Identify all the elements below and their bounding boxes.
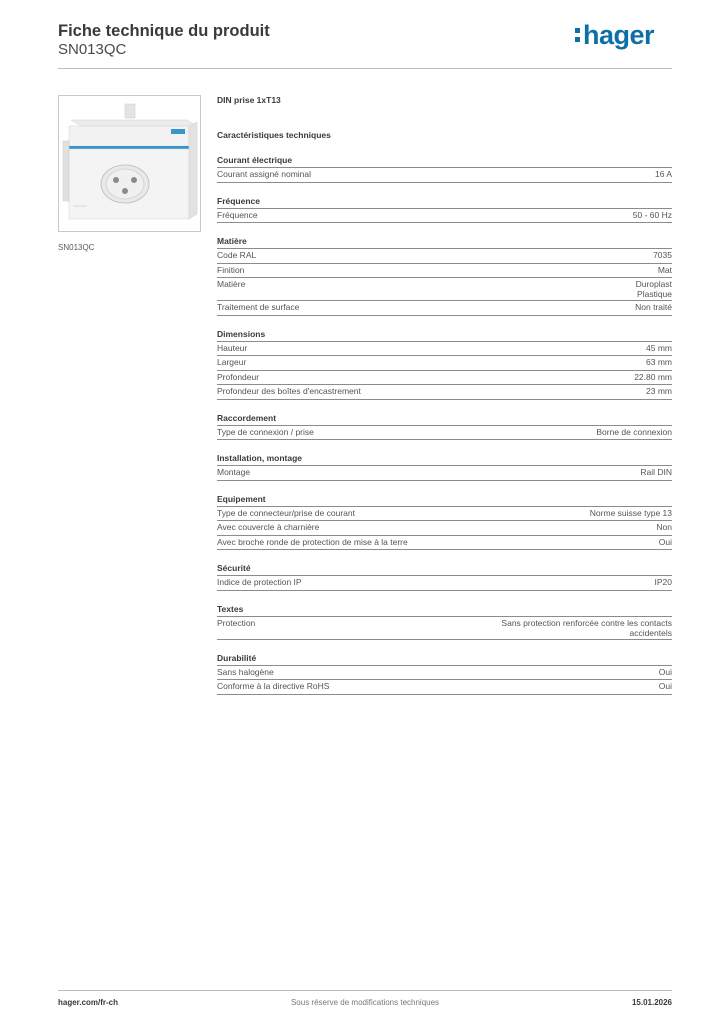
spec-label: Type de connecteur/prise de courant xyxy=(217,507,355,518)
spec-group-title: Equipement xyxy=(217,494,672,507)
spec-group-title: Sécurité xyxy=(217,563,672,576)
spec-row xyxy=(217,617,672,640)
spec-value xyxy=(454,667,672,677)
spec-row xyxy=(217,209,672,224)
page-footer xyxy=(58,998,672,1010)
spec-group xyxy=(217,236,672,316)
spec-label: Largeur xyxy=(217,357,247,367)
spec-group xyxy=(217,453,672,481)
spec-value xyxy=(454,681,672,691)
spec-value-line: Borne de connexion xyxy=(596,426,672,437)
spec-label: Sans halogène xyxy=(217,666,274,677)
spec-group xyxy=(217,653,672,695)
spec-row xyxy=(217,507,672,522)
spec-group-title: Matière xyxy=(217,236,672,249)
product-reference: SN013QC xyxy=(58,41,127,58)
spec-value-line: IP20 xyxy=(654,577,672,587)
characteristics-heading: Caractéristiques techniques xyxy=(217,130,331,140)
spec-row xyxy=(217,385,672,400)
spec-value xyxy=(454,522,672,532)
spec-group-title: Courant électrique xyxy=(217,155,672,168)
spec-label: Protection xyxy=(217,617,256,628)
spec-value xyxy=(454,250,672,260)
spec-group xyxy=(217,604,672,640)
spec-value xyxy=(454,508,672,518)
spec-row xyxy=(217,342,672,357)
spec-row xyxy=(217,536,672,551)
spec-group xyxy=(217,196,672,224)
footer-website-link[interactable]: hager.com/fr-ch xyxy=(58,998,119,1007)
spec-group-title: Dimensions xyxy=(217,329,672,342)
spec-value-line: Rail DIN xyxy=(640,467,672,477)
spec-row xyxy=(217,278,672,301)
spec-value-line: 22.80 mm xyxy=(634,371,672,382)
spec-groups xyxy=(217,155,672,695)
spec-value-line: 50 - 60 Hz xyxy=(632,209,672,220)
spec-value-line: 16 A xyxy=(654,169,672,179)
spec-row xyxy=(217,301,672,316)
spec-group xyxy=(217,155,672,183)
spec-value-line: Non traité xyxy=(635,302,672,312)
spec-label: Hauteur xyxy=(217,342,248,353)
spec-row xyxy=(217,168,672,183)
spec-value-line: 63 mm xyxy=(646,357,672,367)
page-title: Fiche technique du produit xyxy=(58,22,270,40)
spec-row xyxy=(217,680,672,695)
spec-value xyxy=(454,386,672,396)
spec-value xyxy=(454,343,672,353)
spec-group-title: Installation, montage xyxy=(217,453,672,466)
spec-label: Montage xyxy=(217,467,251,477)
spec-row xyxy=(217,521,672,536)
logo-dots-icon xyxy=(575,28,580,42)
technical-specifications xyxy=(217,95,672,695)
spec-row xyxy=(217,426,672,441)
spec-label: Fréquence xyxy=(217,209,258,220)
spec-label: Finition xyxy=(217,264,245,275)
spec-row xyxy=(217,576,672,591)
spec-value xyxy=(454,279,672,299)
spec-value-line: Plastique xyxy=(637,289,672,299)
spec-group xyxy=(217,329,672,400)
spec-value xyxy=(454,467,672,477)
spec-value-line: Mat xyxy=(657,264,672,275)
spec-group-title: Textes xyxy=(217,604,672,617)
spec-label: Avec broche ronde de protection de mise à la terre xyxy=(217,536,408,547)
spec-row xyxy=(217,249,672,264)
spec-value-line: Oui xyxy=(658,681,672,691)
spec-value xyxy=(454,210,672,220)
spec-value xyxy=(454,537,672,547)
din-socket-illustration-icon xyxy=(59,96,201,232)
spec-label: Avec couvercle à charnière xyxy=(217,522,320,532)
spec-label: Matière xyxy=(217,279,246,289)
spec-row xyxy=(217,264,672,279)
spec-value xyxy=(454,618,672,638)
product-name: DIN prise 1xT13 xyxy=(217,95,281,105)
spec-value-line: 23 mm xyxy=(646,386,672,396)
spec-label: Code RAL xyxy=(217,250,257,260)
product-image xyxy=(58,95,201,232)
spec-row xyxy=(217,356,672,371)
spec-label: Profondeur xyxy=(217,371,260,382)
spec-value xyxy=(454,357,672,367)
spec-group-title: Fréquence xyxy=(217,196,672,209)
spec-value-line: accidentels xyxy=(629,627,672,638)
footer-divider xyxy=(58,990,672,991)
spec-row xyxy=(217,371,672,386)
spec-value-line: Duroplast xyxy=(635,279,672,289)
spec-value xyxy=(454,169,672,179)
spec-label: Indice de protection IP xyxy=(217,577,302,587)
spec-label: Traitement de surface xyxy=(217,302,300,312)
spec-label: Conforme à la directive RoHS xyxy=(217,681,330,691)
footer-disclaimer: Sous réserve de modifications techniques xyxy=(290,998,440,1007)
spec-value-line: Oui xyxy=(658,666,672,677)
spec-group xyxy=(217,413,672,441)
spec-value xyxy=(454,302,672,312)
spec-row xyxy=(217,466,672,481)
spec-value xyxy=(454,265,672,275)
spec-label: Profondeur des boîtes d'encastrement xyxy=(217,386,361,396)
spec-group xyxy=(217,494,672,551)
spec-value-line: Non xyxy=(656,522,672,532)
spec-value-line: Oui xyxy=(658,536,672,547)
spec-value xyxy=(454,577,672,587)
spec-group-title: Durabilité xyxy=(217,653,672,666)
page-header xyxy=(58,20,672,68)
spec-value-line: Sans protection renforcée contre les contacts xyxy=(501,617,672,628)
logo-wordmark: hager xyxy=(582,20,654,50)
spec-row xyxy=(217,666,672,681)
spec-group-title: Raccordement xyxy=(217,413,672,426)
footer-date: 15.01.2026 xyxy=(631,998,672,1007)
spec-value xyxy=(454,427,672,437)
hager-logo xyxy=(575,20,654,50)
spec-value-line: 45 mm xyxy=(646,342,672,353)
spec-label: Type de connexion / prise xyxy=(217,426,314,437)
spec-value-line: Norme suisse type 13 xyxy=(589,507,672,518)
spec-label: Courant assigné nominal xyxy=(217,169,312,179)
header-divider xyxy=(58,68,672,69)
spec-group xyxy=(217,563,672,591)
spec-value xyxy=(454,372,672,382)
product-image-caption: SN013QC xyxy=(58,243,95,252)
spec-value-line: 7035 xyxy=(653,250,672,260)
